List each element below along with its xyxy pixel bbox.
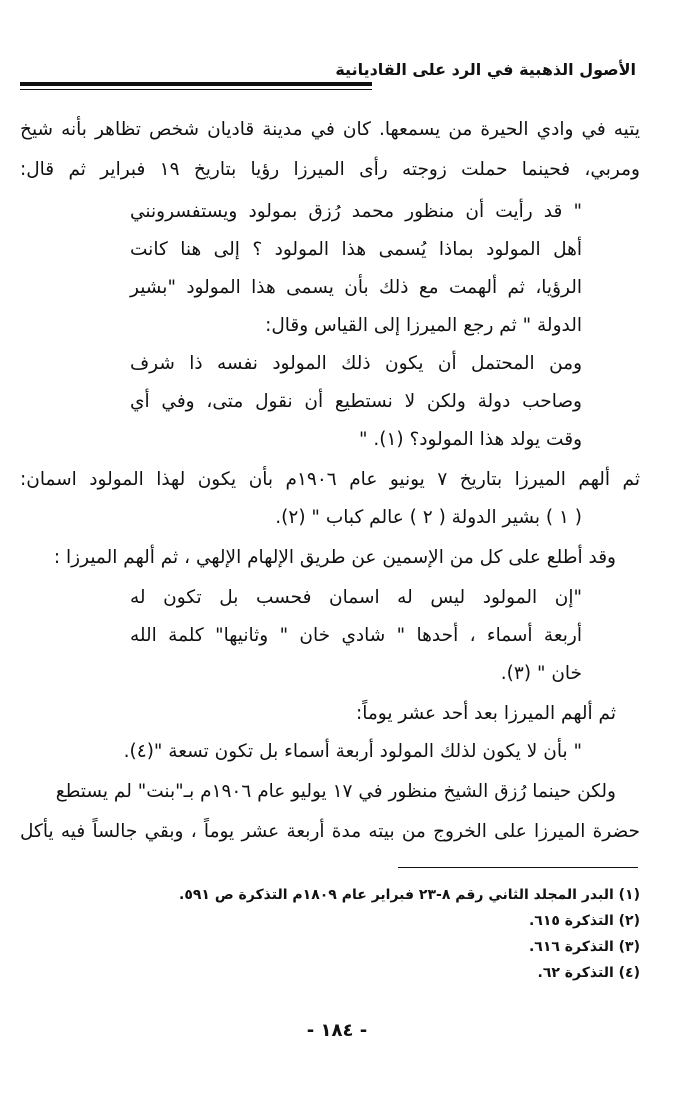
quote-line: وصاحب دولة ولكن لا نستطيع أن نقول متى، وفي أي [130,391,582,412]
quote-line: أهل المولود بماذا يُسمى هذا المولود ؟ إلى هنا كانت [130,239,582,260]
footnote: (١) البدر المجلد الثاني رقم ٨-٢٣ فبراير عام ١٨٠٩م التذكرة ص ٥٩١. [179,887,640,903]
footnote-separator [398,867,638,868]
body-line: ثم ألهم الميرزا بتاريخ ٧ يونيو عام ١٩٠٦م بأن يكون لهذا المولود اسمان: [20,469,640,490]
quote-line: " قد رأيت أن منظور محمد رُزق بمولود ويستفسرونني [130,201,582,222]
quote-line: وقت يولد هذا المولود؟ (١). " [358,429,582,450]
header-rule-thick [20,82,372,86]
body-line: ومربي، فحينما حملت زوجته رأى الميرزا رؤيا بتاريخ ١٩ فبراير ثم قال: [20,159,640,180]
quote-line: الرؤيا، ثم ألهمت مع ذلك بأن يسمى هذا المولود "بشير [130,277,582,298]
quote-line: خان " (٣). [500,663,582,684]
quote-line: " بأن لا يكون لذلك المولود أربعة أسماء بل تكون تسعة "(٤). [123,741,582,762]
quote-line: أربعة أسماء ، أحدها " شادي خان " وثانيها" كلمة الله [130,625,582,646]
header-rule-thin [20,89,372,90]
footnote: (٢) التذكرة ٦١٥. [528,913,640,929]
body-line: وقد أطلع على كل من الإسمين عن طريق الإلهام الإلهي ، ثم ألهم الميرزا : [53,547,616,568]
body-line: ثم ألهم الميرزا بعد أحد عشر يوماً: [355,703,616,724]
footnote: (٣) التذكرة ٦١٦. [528,939,640,955]
body-line: يتيه في وادي الحيرة من يسمعها. كان في مدينة قاديان شخص تظاهر بأنه شيخ [20,119,640,140]
quote-line: ( ١ ) بشير الدولة ( ٢ ) عالم كباب " (٢). [275,507,582,528]
page-number: - ١٨٤ - [306,1020,368,1041]
quote-line: ومن المحتمل أن يكون ذلك المولود نفسه ذا شرف [130,353,582,374]
footnote: (٤) التذكرة ٦٢. [537,965,640,981]
quote-line: "إن المولود ليس له اسمان فحسب بل تكون له [130,587,582,608]
quote-line: الدولة " ثم رجع الميرزا إلى القياس وقال: [265,315,582,336]
body-line: حضرة الميرزا على الخروج من بيته مدة أربعة عشر يوماً ، وبقي جالساً فيه يأكل [20,821,640,842]
body-line: ولكن حينما رُزق الشيخ منظور في ١٧ يوليو عام ١٩٠٦م بـ"بنت" لم يستطع [55,781,616,802]
running-header-title: الأصول الذهبية في الرد على القاديانية [335,60,636,79]
